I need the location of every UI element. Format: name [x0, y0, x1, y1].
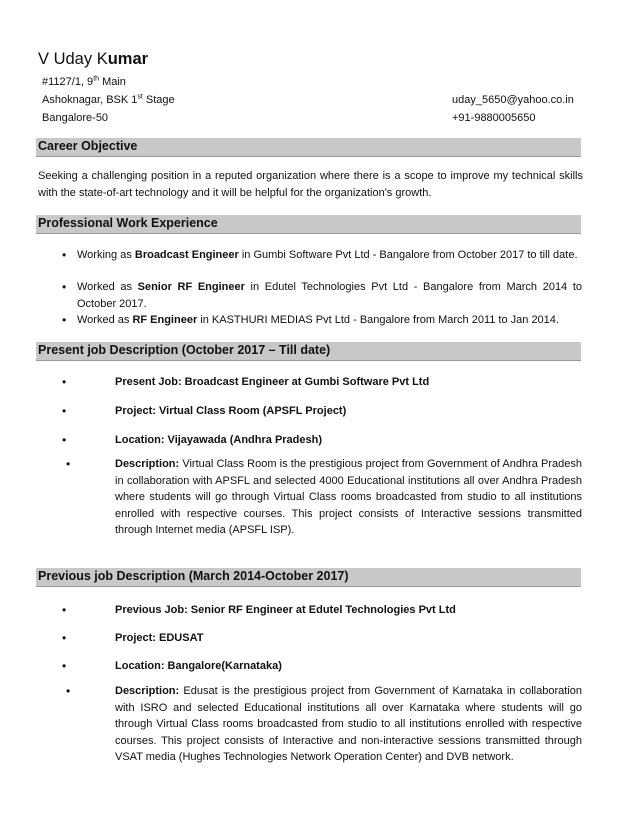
previous-job-project: Project: EDUSAT — [115, 632, 204, 644]
bullet: • — [62, 313, 67, 327]
section-title: Previous job Description (March 2014-October 2017) — [38, 569, 349, 583]
candidate-name: V Uday Kumar — [38, 50, 149, 68]
bullet: • — [62, 603, 67, 617]
address-line-2: Ashoknagar, BSK 1st Stage — [42, 93, 175, 106]
experience-item: Worked as RF Engineer in KASTHURI MEDIAS Pvt Ltd - Bangalore from March 2011 to Jan 2014. — [77, 314, 559, 326]
address-block — [42, 73, 175, 127]
contact-block — [452, 91, 574, 127]
present-job-location: Location: Vijayawada (Andhra Pradesh) — [115, 434, 323, 446]
bullet: • — [62, 375, 67, 389]
section-present-job — [36, 342, 581, 361]
section-career-objective — [36, 138, 581, 157]
previous-job-title: Previous Job: Senior RF Engineer at Edutel Technologies Pvt Ltd — [115, 604, 456, 616]
bullet: • — [62, 631, 67, 645]
previous-job-location: Location: Bangalore(Karnataka) — [115, 660, 282, 672]
experience-item: Working as Broadcast Engineer in Gumbi Software Pvt Ltd - Bangalore from October 2017 to till date. — [77, 249, 578, 261]
previous-job-description: Description: Edusat is the prestigious project from Government of Karnataka in collaboration with ISRO and selected Educational institutions all over Karnataka where students will go through Virtual Class rooms broadcasted from studio to all institutions enrolled with respective courses. This project consists of Interactive and non-interactive sessions transmitted through VSAT media (Hughes Technologies Network Operation Center) and DVB network. — [115, 685, 582, 763]
present-job-project: Project: Virtual Class Room (APSFL Project) — [115, 405, 347, 417]
section-work-experience — [36, 215, 581, 234]
address-line-1: #1127/1, 9th Main — [42, 75, 126, 88]
experience-item: Worked as Senior RF Engineer in Edutel Technologies Pvt Ltd - Bangalore from March 2014 to October 2017. — [77, 281, 582, 310]
section-title: Career Objective — [38, 139, 138, 153]
present-job-description: Description: Virtual Class Room is the prestigious project from Government of Andhra Pradesh in collaboration with APSFL and selected 4000 Educational institutions all over Andhra Pradesh where students will go through Virtual Class rooms broadcasted from studio to all institutions enrolled with respective courses. This project consists of Interactive sessions transmitted through Internet media (APSFL ISP). — [115, 458, 582, 536]
phone-text: +91-9880005650 — [452, 112, 536, 124]
career-objective-text: Seeking a challenging position in a reputed organization where there is a scope to improve my technical skills with the state-of-art technology and it will be helpful for the organization's growth. — [38, 170, 583, 199]
section-previous-job — [36, 568, 581, 587]
bullet: • — [66, 684, 71, 698]
bullet: • — [62, 404, 67, 418]
bullet: • — [62, 433, 67, 447]
present-job-title: Present Job: Broadcast Engineer at Gumbi Software Pvt Ltd — [115, 376, 430, 388]
bullet: • — [66, 457, 71, 471]
section-title: Professional Work Experience — [38, 216, 218, 230]
section-title: Present job Description (October 2017 – Till date) — [38, 343, 331, 357]
email-text: uday_5650@yahoo.co.in — [452, 94, 574, 106]
address-line-3: Bangalore-50 — [42, 112, 109, 124]
bullet: • — [62, 659, 67, 673]
bullet: • — [62, 280, 67, 294]
bullet: • — [62, 248, 67, 262]
